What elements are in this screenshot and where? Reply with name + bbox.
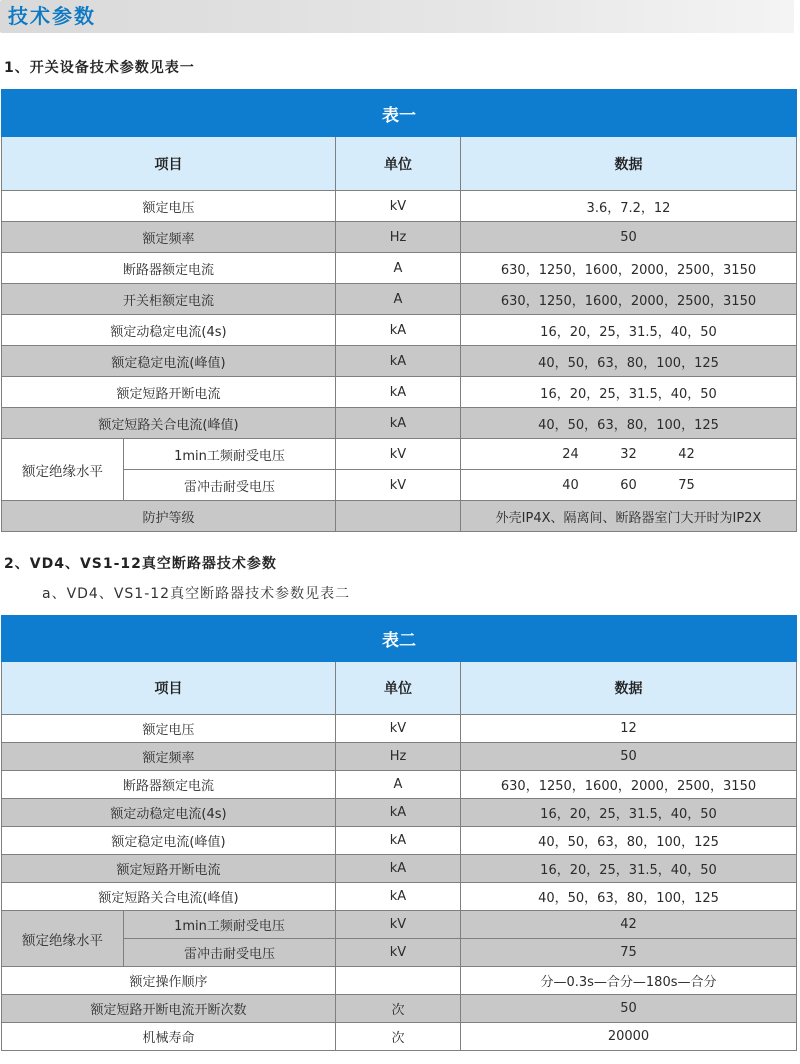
row-unit: kA bbox=[336, 855, 461, 883]
table1-header-item: 项目 bbox=[2, 137, 336, 191]
row-value: 16，20，25，31.5，40，50 bbox=[461, 799, 797, 827]
row-item: 额定短路开断电流开断次数 bbox=[2, 995, 336, 1023]
value-cell: 60 bbox=[620, 477, 637, 493]
row-value: 40，50，63，80，100，125 bbox=[461, 408, 797, 439]
row-unit: kA bbox=[336, 799, 461, 827]
row-unit: kA bbox=[336, 346, 461, 377]
row-item: 额定动稳定电流(4s) bbox=[2, 315, 336, 346]
row-item: 雷冲击耐受电压 bbox=[124, 470, 336, 501]
spec-table-1 bbox=[1, 89, 797, 532]
value-cell: 42 bbox=[678, 446, 695, 462]
table1-header-unit: 单位 bbox=[336, 137, 461, 191]
row-unit: kV bbox=[336, 191, 461, 222]
table2-header-value: 数据 bbox=[461, 662, 797, 715]
row-unit: A bbox=[336, 253, 461, 284]
row-value: 630，1250，1600，2000，2500，3150 bbox=[461, 284, 797, 315]
row-value: 40，50，63，80，100，125 bbox=[461, 827, 797, 855]
value-cell: 40 bbox=[562, 477, 579, 493]
subheading-table2: a、VD4、VS1-12真空断路器技术参数见表二 bbox=[42, 586, 351, 602]
value-cell: 32 bbox=[620, 446, 637, 462]
row-item: 1min工频耐受电压 bbox=[124, 439, 336, 470]
insulation-group-label: 额定绝缘水平 bbox=[2, 439, 124, 501]
row-value: 16，20，25，31.5，40，50 bbox=[461, 315, 797, 346]
row-unit: A bbox=[336, 284, 461, 315]
row-item: 额定短路开断电流 bbox=[2, 377, 336, 408]
table-row bbox=[2, 501, 797, 532]
table1-caption: 表一 bbox=[2, 90, 797, 137]
table-row bbox=[2, 377, 797, 408]
table1-header-value: 数据 bbox=[461, 137, 797, 191]
row-unit: kV bbox=[336, 911, 461, 939]
table-row bbox=[2, 967, 797, 995]
row-item: 断路器额定电流 bbox=[2, 253, 336, 284]
row-value: 20000 bbox=[461, 1023, 797, 1051]
row-item: 断路器额定电流 bbox=[2, 771, 336, 799]
row-unit: Hz bbox=[336, 743, 461, 771]
table-row bbox=[2, 1023, 797, 1051]
row-value: 630，1250，1600，2000，2500，3150 bbox=[461, 771, 797, 799]
row-value: 16，20，25，31.5，40，50 bbox=[461, 855, 797, 883]
row-value: 3.6，7.2，12 bbox=[461, 191, 797, 222]
row-item: 额定短路开断电流 bbox=[2, 855, 336, 883]
row-unit: Hz bbox=[336, 222, 461, 253]
row-item: 额定短路关合电流(峰值) bbox=[2, 408, 336, 439]
row-item: 机械寿命 bbox=[2, 1023, 336, 1051]
table-row bbox=[2, 222, 797, 253]
table-row bbox=[2, 284, 797, 315]
row-value: 50 bbox=[461, 222, 797, 253]
row-value: 分—0.3s—合分—180s—合分 bbox=[461, 967, 797, 995]
heading-table1: 1、开关设备技术参数见表一 bbox=[4, 60, 195, 76]
value-cell: 24 bbox=[562, 446, 579, 462]
row-item: 额定电压 bbox=[2, 715, 336, 743]
row-value: 16，20，25，31.5，40，50 bbox=[461, 377, 797, 408]
spec-table-2 bbox=[1, 615, 797, 1051]
table-row bbox=[2, 799, 797, 827]
table-row bbox=[2, 855, 797, 883]
row-item: 额定频率 bbox=[2, 743, 336, 771]
table2-header-unit: 单位 bbox=[336, 662, 461, 715]
row-unit: kA bbox=[336, 315, 461, 346]
row-item: 1min工频耐受电压 bbox=[124, 911, 336, 939]
row-item: 额定稳定电流(峰值) bbox=[2, 827, 336, 855]
row-item: 额定短路关合电流(峰值) bbox=[2, 883, 336, 911]
table2-caption: 表二 bbox=[2, 616, 797, 662]
row-unit: kV bbox=[336, 939, 461, 967]
value-cell: 75 bbox=[678, 477, 695, 493]
row-item: 防护等级 bbox=[2, 501, 336, 532]
table-row bbox=[2, 439, 797, 470]
row-value: 50 bbox=[461, 743, 797, 771]
row-value bbox=[461, 439, 797, 470]
insulation-group-label: 额定绝缘水平 bbox=[2, 911, 124, 967]
table-row bbox=[2, 743, 797, 771]
table-row bbox=[2, 315, 797, 346]
table-row bbox=[2, 827, 797, 855]
row-unit: kA bbox=[336, 377, 461, 408]
row-item: 额定稳定电流(峰值) bbox=[2, 346, 336, 377]
table-row bbox=[2, 715, 797, 743]
row-unit: A bbox=[336, 771, 461, 799]
table-row bbox=[2, 911, 797, 939]
row-item: 额定动稳定电流(4s) bbox=[2, 799, 336, 827]
row-value: 40，50，63，80，100，125 bbox=[461, 883, 797, 911]
row-item: 额定频率 bbox=[2, 222, 336, 253]
row-unit: kV bbox=[336, 715, 461, 743]
row-unit: 次 bbox=[336, 995, 461, 1023]
row-value bbox=[461, 470, 797, 501]
row-item: 额定电压 bbox=[2, 191, 336, 222]
section-title: 技术参数 bbox=[8, 4, 96, 28]
row-item: 雷冲击耐受电压 bbox=[124, 939, 336, 967]
table-row bbox=[2, 771, 797, 799]
row-item: 开关柜额定电流 bbox=[2, 284, 336, 315]
table2-header-item: 项目 bbox=[2, 662, 336, 715]
row-item: 额定操作顺序 bbox=[2, 967, 336, 995]
row-value: 630，1250，1600，2000，2500，3150 bbox=[461, 253, 797, 284]
row-unit bbox=[336, 967, 461, 995]
row-value: 75 bbox=[461, 939, 797, 967]
row-value: 50 bbox=[461, 995, 797, 1023]
table-row bbox=[2, 346, 797, 377]
row-value: 外壳IP4X、隔离间、断路器室门大开时为IP2X bbox=[461, 501, 797, 532]
row-unit: kA bbox=[336, 827, 461, 855]
row-unit bbox=[336, 501, 461, 532]
table-row bbox=[2, 883, 797, 911]
table-row bbox=[2, 408, 797, 439]
section-header bbox=[0, 0, 794, 33]
row-unit: kA bbox=[336, 408, 461, 439]
row-unit: kV bbox=[336, 439, 461, 470]
row-unit: 次 bbox=[336, 1023, 461, 1051]
heading-table2: 2、VD4、VS1-12真空断路器技术参数 bbox=[4, 556, 277, 572]
table-row bbox=[2, 995, 797, 1023]
table-row bbox=[2, 253, 797, 284]
table-row bbox=[2, 191, 797, 222]
row-value: 40，50，63，80，100，125 bbox=[461, 346, 797, 377]
row-value: 42 bbox=[461, 911, 797, 939]
row-unit: kV bbox=[336, 470, 461, 501]
row-value: 12 bbox=[461, 715, 797, 743]
row-unit: kA bbox=[336, 883, 461, 911]
